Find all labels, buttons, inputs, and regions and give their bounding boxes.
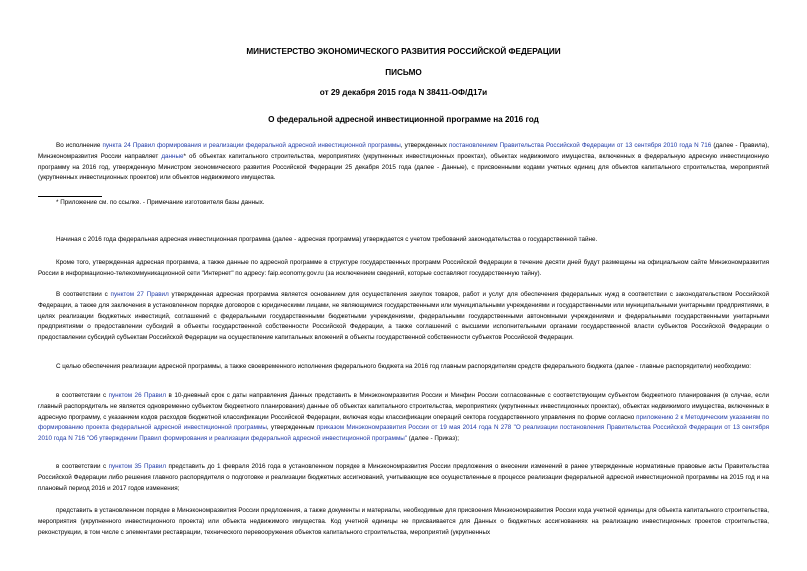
document-title: О федеральной адресной инвестиционной программе на 2016 год [268,115,539,124]
p7-text-a: в соответствии с [56,463,109,470]
p4-text-a: В соответствии с [56,291,111,298]
paragraph-1 [38,141,769,184]
paragraph-7 [38,462,769,494]
p6-text-d: (далее - Приказ); [407,435,459,443]
p6-text-c: , утвержденным [266,424,317,432]
p4-link-rules-item-27[interactable]: пунктом 27 Правил [110,291,169,298]
p1-link-government-decree[interactable]: постановлением Правительства Российской Федерации от 13 сентября 2010 года N 716 [449,142,712,149]
paragraph-8: представить в установленном порядке в Минэкономразвития России предложения, а также документы и материалы, необходимые для присвоения Минэкономразвития России кода учетной единицы для объекта капитального строительства, мероприятия (укрупненного инвестиционного проекта) или объекта недвижимого имущества. Код учетной единицы не присваивается для Данных о бюджетных ассигнованиях на реализацию инвестиционных проектов строительства, реконструкции, в том числе с элементами реставрации, технического перевооружения объектов капитального строительства, мероприятий (укрупненных [38,507,769,536]
p6-text-b: в 10-дневный срок с даты направления Данных представить в Минэкономразвития России и Минфин России согласованные с соответствующим субъектом бюджетного планирования (в случае, если главный распорядитель не является одновременно субъектом бюджетного планирования) данные об объектах капитального строительства, мероприятиях (укрупненных инвестиционных проектах), объектах недвижимого имущества, включенных в адресную программу, с указанием кодов расходов бюджетной классификации Российской Федерации, включая коды классификации операций сектора государственного управления по форме согласно [38,392,770,421]
paragraph-5: С целью обеспечения реализации адресной программы, а также своевременного исполнения федерального бюджета на 2016 год главным распорядителям средств федерального бюджета (далее - главные распорядители) необходимо: [56,363,752,370]
p6-link-order-278[interactable]: приказом Минэкономразвития России от 19 мая 2014 года N 278 "О реализации постановления Правительства Российской Федерации от 13 сентября 2010 года N 716 "Об утверждении Правил формирования и реализации федеральной адресной инвестиционной программы" [38,424,770,443]
p6-link-rules-item-26[interactable]: пунктом 26 Правил [108,392,167,399]
p6-text-a: в соответствии с [56,392,109,399]
paragraph-3: Кроме того, утвержденная адресная программа, а также данные по адресной программе в структуре государственных программ Российской Федерации в течение десяти дней будут размещены на официальном сайте Минэкономразвития России в информационно-телекоммуникационной сети "Интернет" по адресу: faip.economy.gov.ru (за исключением сведений, которые составляют государственную тайну). [38,259,769,277]
document-type: ПИСЬМО [385,68,422,77]
p7-text-b: представить до 1 февраля 2016 года в установленном порядке в Минэкономразвития России предложения о внесении изменений в ранее утвержденные нормативные правовые акты Правительства Российской Федерации либо решения главного распорядителя о подготовке и реализации бюджетных ассигнований, учитывающие все осуществленные в процессе реализации федеральной адресной инвестиционной программы на 2015 год и на плановый период 2016 и 2017 годов изменения; [38,463,769,492]
p6-link-appendix-2[interactable]: приложению 2 к Методическим указаниям по формированию проекта федеральной адресной инвестиционной программы [38,413,769,432]
p1-text-d: * об объектах капитального строительства, мероприятиях (укрупненных инвестиционных проектах), объектах недвижимого имущества, включенных в федеральную адресную инвестиционную программу на 2016 год, утвержденную Министром экономического развития Российской Федерации 25 декабря 2015 года (далее - Данные), с присвоенными кодами учетных единиц для объектов капитального строительства, мероприятий (укрупненных инвестиционных проектов) или объектов недвижимого имущества. [38,152,769,182]
p1-text-c: (далее - Правила), Минэкономразвития России направляет [38,142,770,160]
footnote-divider [38,196,102,197]
ministry-heading: МИНИСТЕРСТВО ЭКОНОМИЧЕСКОГО РАЗВИТИЯ РОССИЙСКОЙ ФЕДЕРАЦИИ [246,47,561,56]
footnote: * Приложение см. по ссылке. - Примечание изготовителя базы данных. [56,199,265,206]
p4-text-b: утвержденная адресная программа является основанием для осуществления закупок товаров, работ и услуг для обеспечения федеральных нужд в соответствии с законодательством Российской Федерации, а также для заключения в установленном порядке договоров с юридическими лицами, не являющимися государственными или муниципальными учреждениями и государственными или муниципальными унитарными предприятиями, в целях реализации бюджетных инвестиций, соглашений с федеральными государственными бюджетными учреждениями, федеральными государственными автономными учреждениями и федеральными государственными унитарными предприятиями о предоставлении субсидий в объекты государственной собственности Российской Федерации, а также соглашений с высшими исполнительными органами государственной власти субъектов Российской Федерации о предоставлении субсидий субъектам Российской Федерации на осуществление капитальных вложений в объекты государственной собственности субъектов Российской Федерации. [38,291,770,342]
paragraph-6 [38,391,769,445]
p1-text-b: , утвержденных [400,142,450,149]
paragraph-4 [38,290,769,344]
document-date-number: от 29 декабря 2015 года N 38411-ОФ/Д17и [319,88,488,97]
paragraph-2: Начиная с 2016 года федеральная адресная инвестиционная программа (далее - адресная программа) утверждается с учетом требований законодательства о государственной тайне. [56,236,598,243]
p7-link-rules-item-35[interactable]: пунктом 35 Правил [108,463,167,470]
p1-link-data[interactable]: данные [161,152,184,160]
p1-link-rules-item-24[interactable]: пункта 24 Правил формирования и реализации федеральной адресной инвестиционной программы [102,142,401,149]
p1-text-a: Во исполнение [56,142,103,149]
